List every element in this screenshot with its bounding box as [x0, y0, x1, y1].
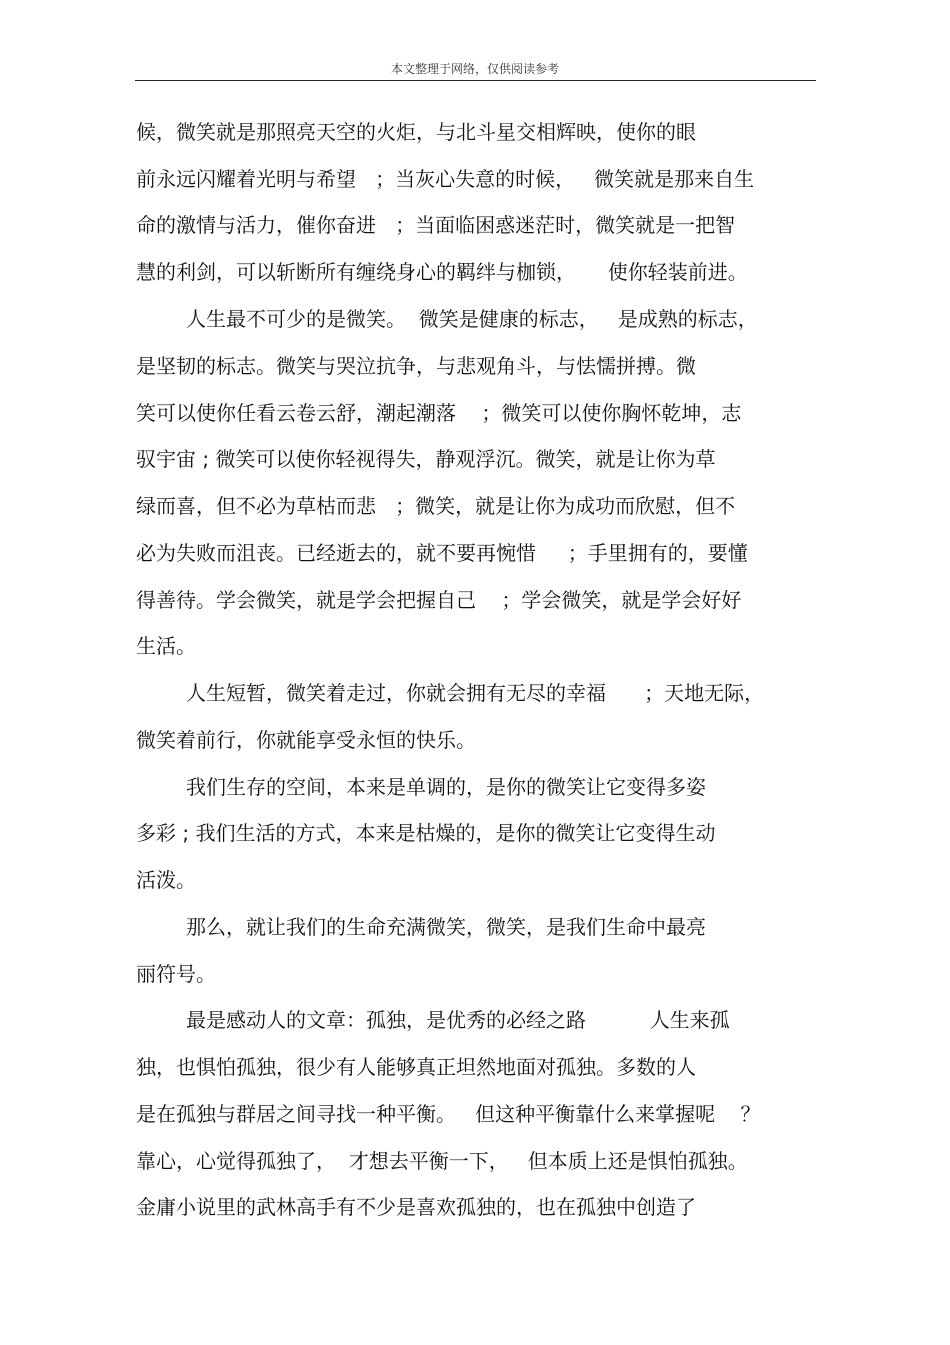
text-line: 慧的利剑，可以斩断所有缠绕身心的羁绊与枷锁， 使你轻装前进。 [136, 260, 748, 284]
text-line: 得善待。学会微笑，就是学会把握自己 ；学会微笑，就是学会好好 [136, 588, 742, 612]
text-line: 必为失败而沮丧。已经逝去的，就不要再惋惜 ；手里拥有的，要懂 [136, 541, 748, 565]
text-line: 多彩 ; 我们生活的方式，本来是枯燥的，是你的微笑让它变得生动 [136, 821, 716, 845]
text-line: 靠心，心觉得孤独了， 才想去平衡一下， 但本质上还是惧怕孤独。 [136, 1149, 748, 1173]
paragraph-start-line: 我们生存的空间，本来是单调的，是你的微笑让它变得多姿 [186, 775, 706, 799]
text-line: 独，也惧怕孤独，很少有人能够真正坦然地面对孤独。多数的人 [136, 1055, 696, 1079]
paragraph-start-line: 人生短暂，微笑着走过，你就会拥有无尽的幸福 ；天地无际， [186, 681, 765, 705]
text-line: 笑可以使你任看云卷云舒，潮起潮落 ；微笑可以使你胸怀乾坤，志 [136, 401, 742, 425]
paragraph-start-line: 最是感动人的文章：孤独，是优秀的必经之路 人生来孤 [186, 1008, 730, 1032]
text-line: 绿而喜，但不必为草枯而悲 ；微笑，就是让你为成功而欣慰，但不 [136, 494, 736, 518]
paragraph-start-line: 人生最不可少的是微笑。 微笑是健康的标志， 是成熟的标志， [186, 307, 758, 331]
text-line: 前永远闪耀着光明与希望 ；当灰心失意的时候， 微笑就是那来自生 [136, 167, 755, 191]
page-header: 本文整理于网络，仅供阅读参考 [390, 62, 559, 76]
text-line: 命的激情与活力，催你奋进 ；当面临困惑迷茫时，微笑就是一把智 [136, 213, 736, 237]
text-line: 驭宇宙 ; 微笑可以使你轻视得失，静观浮沉。微笑，就是让你为草 [136, 447, 716, 471]
paragraph-start-line: 那么，就让我们的生命充满微笑，微笑，是我们生命中最亮 [186, 915, 706, 939]
text-line: 微笑着前行，你就能享受永恒的快乐。 [136, 728, 476, 752]
text-line: 是在孤独与群居之间寻找一种平衡。 但这种平衡靠什么来掌握呢 ？ [136, 1102, 761, 1126]
text-line: 丽符号。 [136, 962, 216, 986]
text-line: 活泼。 [136, 868, 196, 892]
text-line: 候，微笑就是那照亮天空的火炬，与北斗星交相辉映，使你的眼 [136, 120, 696, 144]
header-divider [135, 80, 816, 81]
text-line: 金庸小说里的武林高手有不少是喜欢孤独的，也在孤独中创造了 [136, 1195, 696, 1219]
text-line: 生活。 [136, 634, 196, 658]
text-line: 是坚韧的标志。微笑与哭泣抗争，与悲观角斗，与怯懦拼搏。微 [136, 354, 696, 378]
